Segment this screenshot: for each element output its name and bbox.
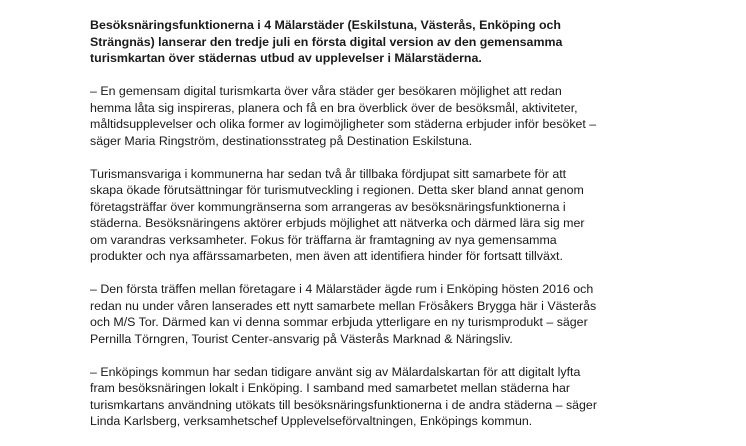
document-page [90, 17, 690, 446]
body-paragraph-3: – Den första träffen mellan företagare i 4 Mälarstäder ägde rum i Enköping hösten 2016 och redan nu under våren lanserades ett nytt samarbete mellan Frösåkers Brygga här i Västerås och M/S Tor. Därmed kan vi denna sommar erbjuda ytterligare en ny turismprodukt – säger Pernilla Törngren, Tourist Center-ansvarig på Västerås Marknad & Näringsliv. [90, 282, 597, 346]
body-paragraph-1: – En gemensam digital turismkarta över våra städer ger besökaren möjlighet att redan hemma låta sig inspireras, planera och få en bra överblick över de besöksmål, aktiviteter, måltidsupplevelser och olika former av logimöjligheter som städerna erbjuder inför besöket – säger Maria Ringström, destinationsstrateg på Destination Eskilstuna. [90, 84, 597, 148]
lead-paragraph: Besöksnäringsfunktionerna i 4 Mälarstäder (Eskilstuna, Västerås, Enköping och Strängnäs) lanserar den tredje juli en första digital version av den gemensamma turismkartan över städernas utbud av upplevelser i Mälarstäderna. [90, 18, 563, 65]
body-paragraph-4: – Enköpings kommun har sedan tidigare använt sig av Mälardalskartan för att digitalt lyfta fram besöksnäringen lokalt i Enköping. I samband med samarbetet mellan städerna har turismkartans användning utökats till besöksnäringsfunktionerna i de andra städerna – säger Linda Karlsberg, verksamhetschef Upplevelseförvaltningen, Enköpings kommun. [90, 364, 597, 428]
body-paragraph-2: Turismansvariga i kommunerna har sedan två år tillbaka fördjupat sitt samarbete för att skapa ökade förutsättningar för turismutveckling i regionen. Detta sker bland annat genom företagsträffar över kommungränserna som arrangeras av besöksnäringsfunktionerna i städerna. Besöksnäringens aktörer erbjuds möjlighet att nätverka och därmed lära sig mer om varandras verksamheter. Fokus för träffarna är framtagning av nya gemensamma produkter och nya affärssamarbeten, men även att identifiera hinder för fortsatt tillväxt. [90, 166, 585, 263]
